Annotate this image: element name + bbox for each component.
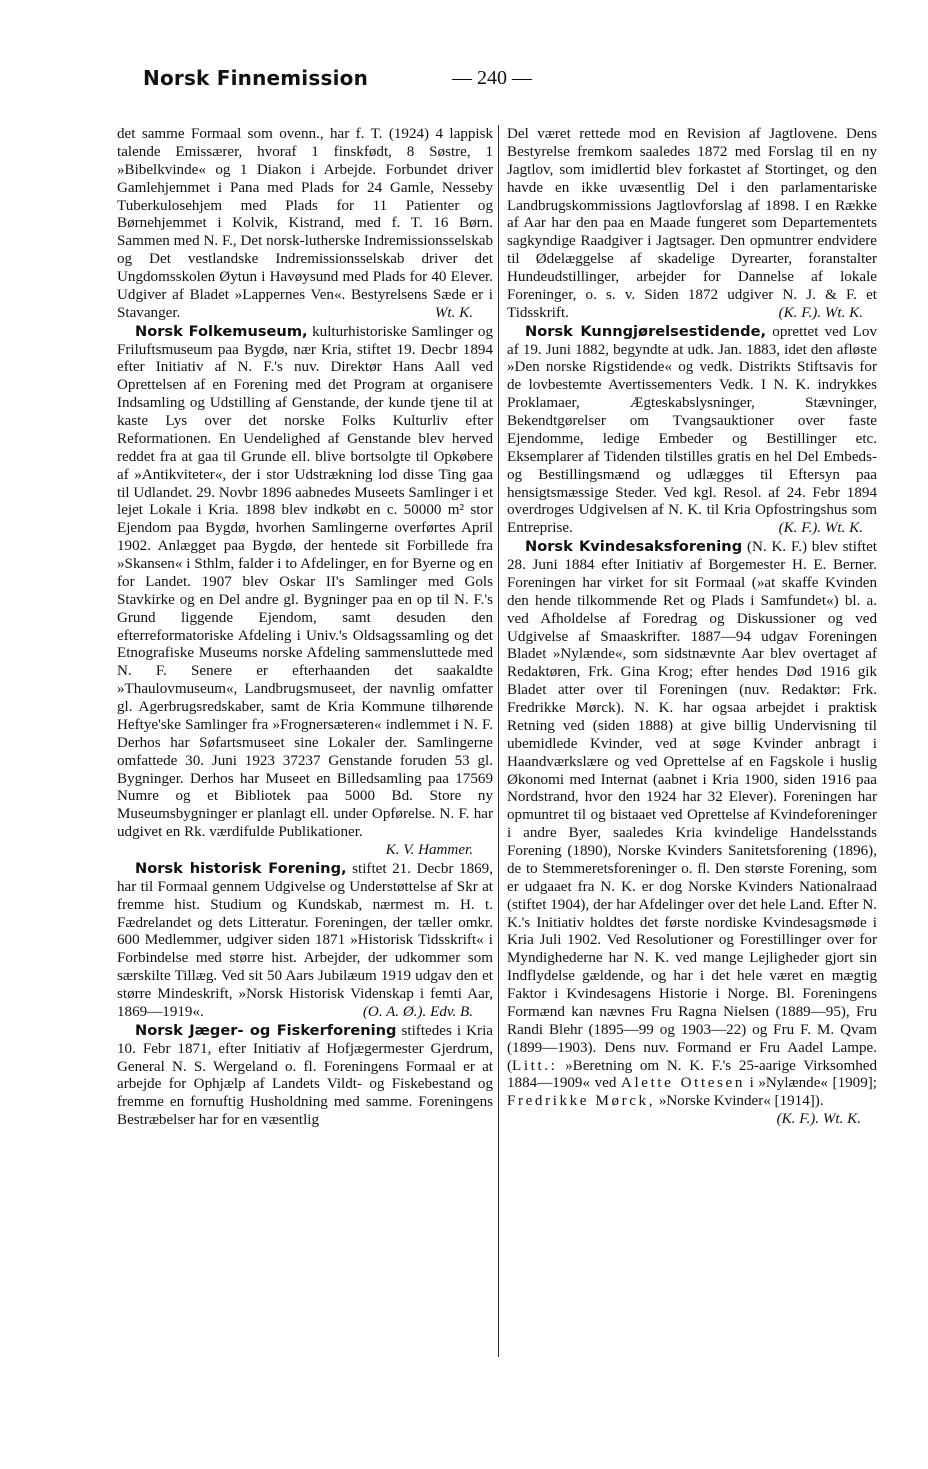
running-header (0, 62, 928, 98)
continued-text: det samme Formaal som ovenn., har f. T. (1924) 4 lappisk talende Emissærer, hvoraf 1 finskfødt, 8 Søstre, 1 »Bibelkvinde« og 1 Diakon i Arbejde. Forbundet driver Gamlehjemmet i Pana med Plads for 24 Gamle, Nesseby Tuberkulosehjem med Plads for 11 Patienter og Børnehjemmet i Kolvik, Kistrand, med f. T. 16 Børn. Sammen med N. F., Det norsk-lutherske Indremissionsselskab og Det vestlandske Indremissionsselskab driver det Ungdomsskolen Øytun i Havøysund med Plads for 40 Elever. Udgiver af Bladet »Lappernes Ven«. Bestyrelsens Sæde er i Stavanger. (117, 126, 493, 321)
literature-author: Fredrikke Mørck, (507, 1093, 656, 1110)
literature-text: i »Nylænde« [1909]; (749, 1075, 877, 1092)
signature: (O. A. Ø.). Edv. B. (362, 1003, 473, 1020)
column-divider (498, 125, 499, 1357)
entry-text: stiftet 21. Decbr 1869, har til Formaal gennem Udgivelse og Understøttelse af Skr at fremme hist. Studium og Kundskab, nærmest m. H. t. Fædrelandet og dets Litteratur. Foreningen, der tæller omkr. 600 Medlemmer, udgiver siden 1871 »Historisk Tidsskrift« i Forbindelse med større hist. Arbejder, der udkommer som særskilte Tillæg. Ved sit 50 Aars Jubilæum 1919 udgav den et større Mindeskrift, »Norsk Historisk Videnskap i femti Aar, 1869—1919«. (117, 860, 493, 1020)
entry-text: kulturhistoriske Samlinger og Friluftsmuseum paa Bygdø, nær Kria, stiftet 19. Decbr 1894 efter Initiativ af N. F.'s nuv. Direktør Hans Aall ved Oprettelsen af en Forening med det Program at organisere Indsamling og Udstilling af Genstande, der kunde tjene til at kaste Lys over det norske Folks Kulturliv efter Reformationen. En Uendelighed af Genstande blev herved reddet fra at gaa til Grunde ell. blive bortsolgte til Opkøbere af »Antikviteter«, der i stor Udstrækning lod disse Ting gaa til Udlandet. 29. Novbr 1896 aabnedes Museets Samlinger i et lejet Lokale i Kria. 1898 blev indkøbt en c. 50000 m² stor Ejendom paa Bygdø, hvorhen Samlingerne overførtes April 1902. Anlægget paa Bygdø, der hentede sit Forbillede fra »Skansen« i Sthlm, falder i to Afdelinger, en for Byerne og en for Landet. 1907 blev Oskar II's Samlinger med Gols Stavkirke og en Del andre gl. Bygninger paa en op til N. F.'s Grund liggende Ejendom, samt desuden den efterreformatoriske Afdeling i Univ.'s Oldsagssamling og det Etnografiske Museums norske Afdeling sammensluttede med N. F. Senere er efterhaanden det saakaldte »Thaulovmuseum«, Landbrugsmuseet, der navnlig omfatter gl. Agerbrugsredskaber, samt de Kria Kommune tilhørende Heftye'ske Samlinger fra »Frognersæteren« indlemmet i N. F. Derhos har Søfartsmuseet sine Lokaler der. Samlingerne omfattede 30. Juni 1923 37237 Genstande foruden 53 gl. Bygninger. Derhos har Museet en Billedsamling paa 17569 Numre og et Bibliotek paa 5000 Bd. Store ny Museumsbygninger er planlagt ell. under Opførelse. N. F. har udgivet en Rk. værdifulde Publikationer. (117, 323, 494, 841)
signature: (K. F.). Wt. K. (776, 1111, 861, 1128)
literature-text: »Beretning om N. K. F.'s 25-aarige Virksomhed 1884—1909« ved (507, 1057, 877, 1092)
signature: Wt. K. (434, 304, 473, 321)
continued-entry (117, 126, 493, 323)
running-title: Norsk Finnemission (143, 66, 369, 90)
signature: (K. F.). Wt. K. (778, 520, 863, 537)
entry-jaeger-fiskerforening (117, 1022, 493, 1130)
page-number: — 240 — (452, 67, 532, 89)
entry-kvindesaksforening: Norsk Kvindesaksforening (N. K. F.) blev stiftet 28. Juni 1884 efter Initiativ af Borgemester H. E. Berner. Foreningen har virket for sit Formaal (»at skaffe Kvinden den hende tilkommende Ret og Plads i Samfundet«) bl. a. ved Afholdelse af Foredrag og Diskussioner og ved Udgivelse af Smaaskrifter. 1887—94 udgav Foreningen Bladet »Nylænde«, som sidstnævnte Aar blev overtaget af Redaktøren, Frk. Gina Krog; efter hendes Død 1916 gik Bladet atter over til Foreningen (nuv. Redaktør: Frk. Fredrikke Mørck). N. K. har ogsaa arbejdet i praktisk Retning ved (siden 1888) at give billig Undervisning til ubemidlede Kvinder, ved at søge Kvinder anbragt i Haandværkslære og ved Oprettelse af en Fagskole i huslig Økonomi med Internat (aabnet i Kria 1900, siden 1916 paa Nordstrand, hvor den 1924 har 32 Elever). Foreningen har opmuntret til og bistaaet ved Oprettelse af Kvindeforeninger i andre Byer, saaledes Kria kvindelige Handelsstands Forening (1890), Norske Kvinders Sanitetsforening (1896), de to Stemmeretsforeninger o. fl. Den største Forening, som er udgaaet fra N. K. er dog Norske Kvinders Nationalraad (stiftet 1904), der har Afdelinger over det hele Land. Efter N. K.'s Initiativ holdtes det første nordiske Kvindesagsmøde i Kria Juli 1902. Ved Resolutioner og Forestillinger over for Myndighederne har N. K. ved mange Lejligheder gjort sin Indflydelse gældende, og har i det hele været en mægtig Faktor i Kvindesagens Historie i Norge. Bl. Foreningens Formænd kan nævnes Fru Ragna Nielsen (1889—95), Fru Randi Blehr (1895—99 og 1903—22) og Fru F. M. Qvam (1899—1903). Dens nuv. Formand er Fru Aadel Lampe. (Litt.: »Beretning om N. K. F.'s 25-aarige Virksomhed 1884—1909« ved Alette Ottesen i »Nylænde« [1909]; Fredrikke Mørck, »Norske Kvinder« [1914]). (507, 538, 877, 1110)
left-column (117, 126, 493, 1130)
entry-heading: Norsk Folkemuseum, (135, 322, 308, 340)
continued-entry (507, 126, 877, 323)
signature: (K. F.). Wt. K. (778, 304, 863, 321)
entry-text: oprettet ved Lov af 19. Juni 1882, begyndte at udk. Jan. 1883, idet den afløste »Den norske Rigstidende« og vedk. Distrikts Stiftsavis for de lovbestemte Avertissementers Vedk. I N. K. indrykkes Proklamaer, Ægteskabslysninger, Stævninger, Bekendtgørelser om Tvangsauktioner over faste Ejendomme, ledige Embeder og Bestillinger etc. Eksemplarer af Tidenden tilstilles gratis en hel Del Embeds- og Bestillingsmænd og udlægges til Eftersyn paa hensigtsmæssige Steder. Ved kgl. Resol. af 24. Febr 1894 overdroges Udgivelsen af N. K. til Kria Opfostringshus som Entreprise. (507, 323, 877, 537)
entry-heading: Norsk Jæger- og Fiskerforening (135, 1021, 397, 1039)
literature-label: Litt.: (512, 1057, 558, 1074)
continued-text: Del været rettede mod en Revision af Jagtlovene. Dens Bestyrelse fremkom saaledes 1872 med Forslag til en ny Jagtlov, som imidlertid blev forkastet af Stortinget, og den havde en ikke uvæsentlig Del i den parlamentariske Landbrugskommissions Jagtlovforslag af 1898. I en Række af Aar har den paa en Maade fungeret som Departementets sagkyndige Raadgiver i Jagtsager. Den opmuntrer endvidere til Ødelæggelse af skadelige Dyrearter, foranstalter Hundeudstillinger, arbejder for Dannelse af lokale Foreninger, o. s. v. Siden 1872 udgiver N. J. & F. et Tidsskrift. (507, 126, 877, 321)
entry-text: stiftedes i Kria 10. Febr 1871, efter Initiativ af Hofjægermester Gjerdrum, General N. S. Wergeland o. fl. Foreningens Formaal er at arbejde for Ophjælp af Landets Vildt- og Fiskebestand og fremme en fornuftig Husholdning med samme. Foreningens Bestræbelser har for en væsentlig (117, 1022, 493, 1129)
literature-text: »Norske Kvinder« [1914]). (658, 1093, 824, 1110)
entry-heading: Norsk Kunngjørelsestidende, (525, 322, 767, 340)
entry-heading: Norsk Kvindesaksforening (525, 538, 743, 556)
entry-kunngjorelsestidende (507, 323, 877, 539)
signature: K. V. Hammer. (385, 842, 473, 858)
entry-heading: Norsk historisk Forening, (135, 859, 347, 877)
entry-historisk-forening (117, 860, 493, 1022)
entry-folkemuseum (117, 323, 493, 842)
entry-text: (N. K. F.) blev stiftet 28. Juni 1884 efter Initiativ af Borgemester H. E. Berner. Foreningen har virket for sit Formaal (»at skaffe Kvinden den hende tilkommende Ret og Plads i Samfundet«) bl. a. ved Afholdelse af Foredrag og Diskussioner og ved Udgivelse af Smaaskrifter. 1887—94 udgav Foreningen Bladet »Nylænde«, som sidstnævnte Aar blev overtaget af Redaktøren, Frk. Gina Krog; efter hendes Død 1916 gik Bladet atter over til Foreningen (nuv. Redaktør: Frk. Fredrikke Mørck). N. K. har ogsaa arbejdet i praktisk Retning ved (siden 1888) at give billig Undervisning til ubemidlede Kvinder, ved at søge Kvinder anbragt i Haandværkslære og ved Oprettelse af en Fagskole i huslig Økonomi med Internat (aabnet i Kria 1900, siden 1916 paa Nordstrand, hvor den 1924 har 32 Elever). Foreningen har opmuntret til og bistaaet ved Oprettelse af Kvindeforeninger i andre Byer, saaledes Kria kvindelige Handelsstands Forening (1890), Norske Kvinders Sanitetsforening (1896), de to Stemmeretsforeninger o. fl. Den største Forening, som er udgaaet fra N. K. er dog Norske Kvinders Nationalraad (stiftet 1904), der har Afdelinger over det hele Land. Efter N. K.'s Initiativ holdtes det første nordiske Kvindesagsmøde i Kria Juli 1902. Ved Resolutioner og Forestillinger over for Myndighederne har N. K. ved mange Lejligheder gjort sin Indflydelse gældende, og har i det hele været en mægtig Faktor i Kvindesagens Historie i Norge. Bl. Foreningens Formænd kan nævnes Fru Ragna Nielsen (1889—95), Fru Randi Blehr (1895—99 og 1903—22) og Fru F. M. Qvam (1899—1903). Dens nuv. Formand er Fru Aadel Lampe. (507, 539, 877, 1056)
literature-author: Alette Ottesen (621, 1075, 745, 1092)
right-column (507, 126, 877, 1129)
